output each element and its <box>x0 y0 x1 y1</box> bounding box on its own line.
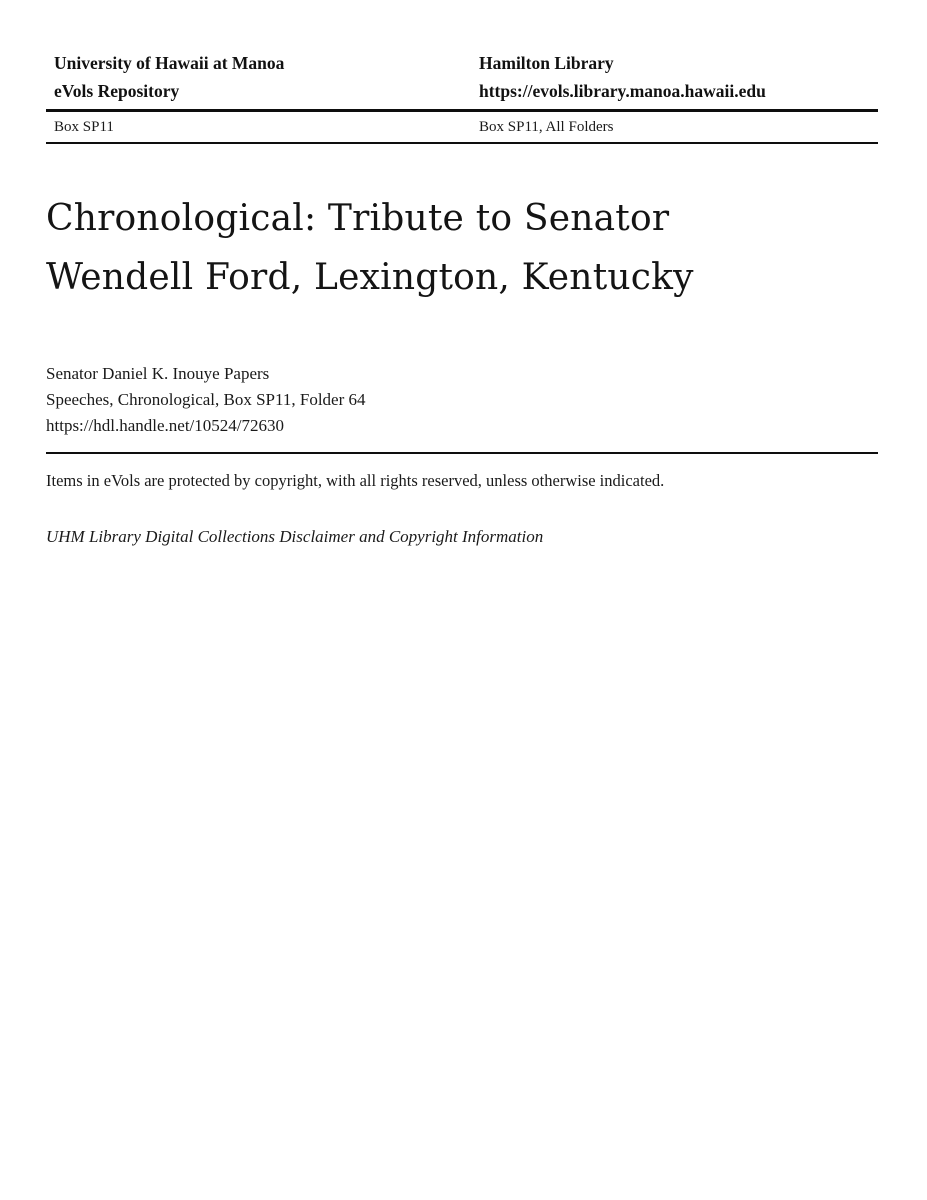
handle-url-link[interactable]: https://hdl.handle.net/10524/72630 <box>46 416 284 435</box>
item-metadata <box>46 361 366 439</box>
header-left-cell <box>46 49 471 105</box>
handle-url-line <box>46 413 366 439</box>
header-info-row <box>46 49 878 112</box>
page-title <box>46 189 694 307</box>
repository-name: eVols Repository <box>54 81 180 101</box>
series-name: Speeches, Chronological, Box SP11, Folder 64 <box>46 390 366 409</box>
repository-header <box>46 49 878 144</box>
rights-statement: Items in eVols are protected by copyright, with all rights reserved, unless otherwise indicated. <box>46 471 665 490</box>
box-label: Box SP11 <box>54 118 114 135</box>
page-title-line1: Chronological: Tribute to Senator <box>46 198 670 239</box>
disclaimer-copyright-link[interactable]: UHM Library Digital Collections Disclaimer and Copyright Information <box>46 527 544 546</box>
collection-name: Senator Daniel K. Inouye Papers <box>46 364 270 383</box>
box-scope: Box SP11, All Folders <box>479 118 614 135</box>
page-title-line2: Wendell Ford, Lexington, Kentucky <box>46 257 694 298</box>
box-info-row <box>46 112 878 144</box>
header-right-cell <box>471 49 878 105</box>
library-name: Hamilton Library <box>479 53 614 73</box>
institution-name: University of Hawaii at Manoa <box>54 53 285 73</box>
footer-divider <box>46 452 878 454</box>
repository-url-link[interactable]: https://evols.library.manoa.hawaii.edu <box>479 81 766 101</box>
